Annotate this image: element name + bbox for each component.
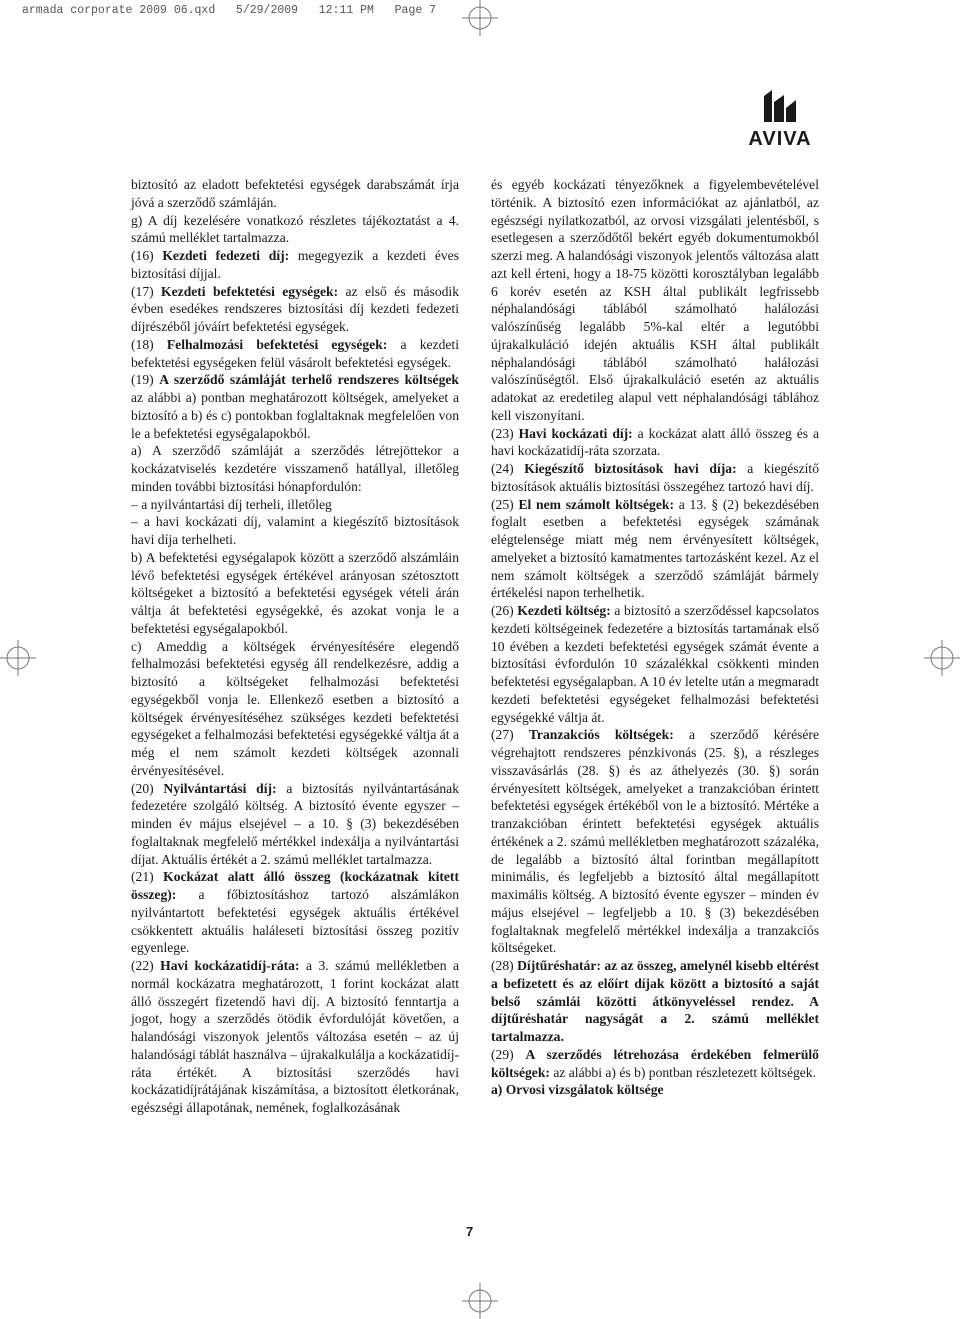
paragraph: [491, 176, 819, 425]
term-heading: Felhalmozási befektetési egységek:: [166, 336, 388, 352]
paragraph-number: (27): [491, 727, 514, 743]
paragraph-text: a 3. számú mellékletben a normál kockázatra meghatározott, 1 forint kockázat alatt álló összegért fizetendő havi díj. A biztosító fenntartja a jogot, hogy a szerződés ötödik évfordulóját követően, a halandósági viszonyok jelentős változása esetén – az új halandósági táblát használva – újrakalkulálja a kockázatidíj-ráta értékét. A biztosítási szerződés havi kockázatidíjrátájának kiszámítása, a biztosított életkorának, egészségi állapotának, nemének, foglalkozásának: [131, 958, 459, 1115]
registration-mark-icon: [924, 640, 960, 676]
paragraph-text: b) A befektetési egységalapok között a szerződő alszámláin lévő befektetési egységek értékével arányosan szétosztott költségeket a biztosító a befektetési egységek vételi árán váltja át befektetési egységekké, és azokat vonja le a befektetési egységalapokból.: [131, 549, 459, 636]
paragraph-text: c) Ameddig a költségek érvényesítésére elegendő felhalmozási befektetési egység áll rendelkezésre, addig a biztosító a költségeket felhalmozási befektetési egységekből vonja le. Ellenkező esetben a biztosító a költségek érvényesítéséhez szükséges kezdeti befektetési egységeket a felhalmozási befektetési egységekké váltja át a még el nem számolt kezdeti költségek azonnali érvényesítésével.: [131, 638, 459, 778]
term-heading: Kockázat alatt álló összeg (kockázatnak kitett összeg):: [131, 869, 459, 902]
right-column: [491, 176, 819, 1099]
term-heading: Nyilvántartási díj:: [163, 780, 277, 796]
paragraph-number: (19): [131, 372, 154, 388]
paragraph: [131, 176, 459, 212]
term-heading: Kezdeti fedezeti díj:: [162, 248, 290, 263]
paragraph-text: az első és második évben esedékes rendszeres biztosítási díj kezdeti fedezeti díjrészéből jóváírt befektetési egységek.: [131, 283, 460, 334]
paragraph: [491, 460, 819, 496]
paragraph: [131, 638, 459, 780]
paragraph: [491, 726, 819, 957]
paragraph: [131, 496, 459, 514]
paragraph: [131, 957, 459, 1117]
term-heading: a) Orvosi vizsgálatok költsége: [491, 1082, 664, 1098]
paragraph-text: – a nyilvántartási díj terheli, illetőleg: [131, 496, 332, 512]
aviva-wordmark: AVIVA: [748, 128, 812, 150]
term-heading: A szerződő számláját terhelő rendszeres költségek: [159, 372, 459, 388]
paragraph-text: biztosító az eladott befektetési egységek darabszámát írja jóvá a szerződő számláján.: [131, 177, 459, 210]
paragraph-text: a kiegészítő biztosítások aktuális biztosítási összegéhez tartozó havi díj.: [491, 461, 820, 494]
paragraph: [131, 513, 459, 549]
paragraph-text: és egyéb kockázati tényezőknek a figyelembevételével történik. A biztosító ezen információkat az ajánlatból, az egészségi nyilatkozatból, az orvosi vizsgálati jelentésből, s esetlegesen a szerződőtől bekért egyéb dokumentumokból szerzi meg. A halandósági viszonyok jelentős változása alatt azt kell érteni, hogy a 18-75 közötti korosztályban legalább 6 korév esetén az KSH által publikált legfrissebb néphalandósági táblából számolható halálozási valószínűség legalább 5%-kal eltér a legutóbbi újrakalkuláció idején aktuális KSH által publikált néphalandósági táblából számolható halálozási valószínűségtől. Első újrakalkuláció esetén az aktuális adatokat az eredetileg alapul vett néphalandósági táblához kell viszonyítani.: [491, 177, 819, 423]
paragraph: [491, 496, 819, 603]
print-slug: armada corporate 2009 06.qxd 5/29/2009 12:11 PM Page 7: [22, 4, 437, 17]
term-heading: Kezdeti költség:: [517, 603, 611, 618]
paragraph-text: az alábbi a) pontban meghatározott költségek, amelyeket a biztosító a b) és c) pontokban foglaltaknak megfelelően von le a befektetési egységalapokból.: [131, 390, 459, 441]
aviva-mark-icon: [762, 88, 798, 124]
paragraph: [491, 602, 819, 726]
paragraph: [491, 1046, 819, 1082]
paragraph-text: – a havi kockázati díj, valamint a kiegészítő biztosítások havi díja terhelheti.: [131, 514, 459, 547]
paragraph-text: a 13. § (2) bekezdésében foglalt esetben a befektetési egységek számának elégtelensége miatt még nem érvényesített költségek, amelyeket a biztosító kamatmentes tartozásként kezel. Az el nem számolt költségek a szerződő számláját bármely értékelési napon terhelhetik.: [491, 496, 819, 601]
term-heading: El nem számolt költségek:: [518, 496, 674, 512]
paragraph: [131, 336, 459, 372]
paragraph-text: a kezdeti befektetési egységeken felül vásárolt befektetési egységek.: [131, 336, 459, 370]
registration-mark-icon: [0, 640, 36, 676]
paragraph-text: a kockázat alatt álló összeg és a havi kockázatidíj-ráta szorzata.: [491, 425, 820, 459]
paragraph: [131, 212, 459, 248]
paragraph-number: (21): [131, 869, 154, 885]
term-heading: Havi kockázatidíj-ráta:: [160, 958, 300, 973]
paragraph: [131, 549, 459, 638]
paragraph: [491, 957, 819, 1046]
paragraph: [131, 371, 459, 442]
paragraph-number: (29): [491, 1046, 514, 1062]
paragraph-text: g) A díj kezelésére vonatkozó részletes tájékoztatást a 4. számú melléklet tartalmazza.: [131, 212, 459, 246]
paragraph-text: a főbiztosításhoz tartozó alszámlákon nyilvántartott befektetési egységek aktuális értékével csökkentett aktuális haláleseti biztosítási összeg pozitív egyenlege.: [131, 887, 459, 956]
paragraph: [491, 425, 819, 461]
paragraph-text: megegyezik a kezdeti éves biztosítási díjjal.: [131, 248, 459, 281]
paragraph-number: (22): [131, 958, 154, 973]
paragraph: [131, 868, 459, 957]
paragraph-text: az alábbi a) és b) pontban részletezett költségek.: [553, 1064, 817, 1080]
paragraph-text: a biztosító a szerződéssel kapcsolatos kezdeti költségeinek fedezetére a biztosítás tartamának első 10 évében a kezdeti befektetési egységek számát évente a biztosítási évfordulón 10 százalékkal csökkenti minden befektetési egységalapban. A 10 év letelte után a megmaradt kezdeti befektetési egységeket felhalmozási befektetési egységekké váltja át.: [491, 603, 820, 725]
paragraph-text: a biztosítás nyilvántartásának fedezetére szolgáló költség. A biztosító évente egyszer – minden év május elsejével – a 10. § (3) bekezdésében foglaltaknak megfelelő mértékkel indexálja a nyilvántartási díjat. Aktuális értékét a 2. számú melléklet tartalmazza.: [131, 780, 460, 867]
paragraph: [131, 442, 459, 495]
left-column: [131, 176, 459, 1117]
paragraph-number: (16): [131, 248, 154, 263]
paragraph: [131, 780, 459, 869]
paragraph: [491, 1081, 819, 1099]
term-heading: Díjtűréshatár: az az összeg, amelynél kisebb eltérést a befizetett és az előírt díjak között a biztosító a saját belső számlái közötti átkönyveléssel rendez. A díjtűréshatár nagyságát a 2. számú melléklet tartalmazza.: [491, 958, 819, 1044]
paragraph-number: (25): [491, 496, 514, 512]
term-heading: Havi kockázati díj:: [518, 425, 633, 441]
term-heading: Tranzakciós költségek:: [528, 727, 674, 743]
term-heading: Kezdeti befektetési egységek:: [161, 283, 339, 299]
aviva-logo: [740, 88, 820, 150]
page-number: 7: [466, 1224, 474, 1239]
registration-mark-icon: [462, 0, 498, 36]
paragraph: [131, 283, 459, 336]
registration-mark-icon: [462, 1283, 498, 1319]
term-heading: A szerződés létrehozása érdekében felmerülő költségek:: [491, 1046, 819, 1080]
paragraph-text: a szerződő kérésére végrehajtott rendszeres pénzkivonás (25. §), a részleges visszavásárlás (28. §) és az áthelyezés (30. §) során érvényesített költségek, amelyeket a tranzakcióban érintett befektetési egységek értékéből von le a biztosító. Mértéke a tranzakcióban érintett befektetési egységek aktuális értékének a 2. számú mellékletben meghatározott százaléka, de legalább a biztosító által forintban megállapított minimális, és legfeljebb a biztosító által megállapított maximális költség. A biztosító évente egyszer – minden év május elsejével – legfeljebb a 10. § (3) bekezdésében foglaltaknak megfelelő mértékkel indexálja a tranzakciós költségeket.: [491, 727, 819, 956]
paragraph-text: a) A szerződő számláját a szerződés létrejöttekor a kockázatviselés kezdetére visszamenő hatállyal, illetőleg minden további biztosítási hónapfordulón:: [131, 443, 459, 494]
paragraph-number: (20): [131, 780, 154, 796]
paragraph-number: (24): [491, 461, 514, 476]
paragraph-number: (18): [131, 336, 154, 352]
paragraph-number: (17): [131, 283, 154, 299]
term-heading: Kiegészítő biztosítások havi díja:: [524, 461, 737, 476]
paragraph: [131, 247, 459, 283]
paragraph-number: (28): [491, 958, 514, 973]
paragraph-number: (26): [491, 603, 514, 618]
paragraph-number: (23): [491, 425, 514, 441]
